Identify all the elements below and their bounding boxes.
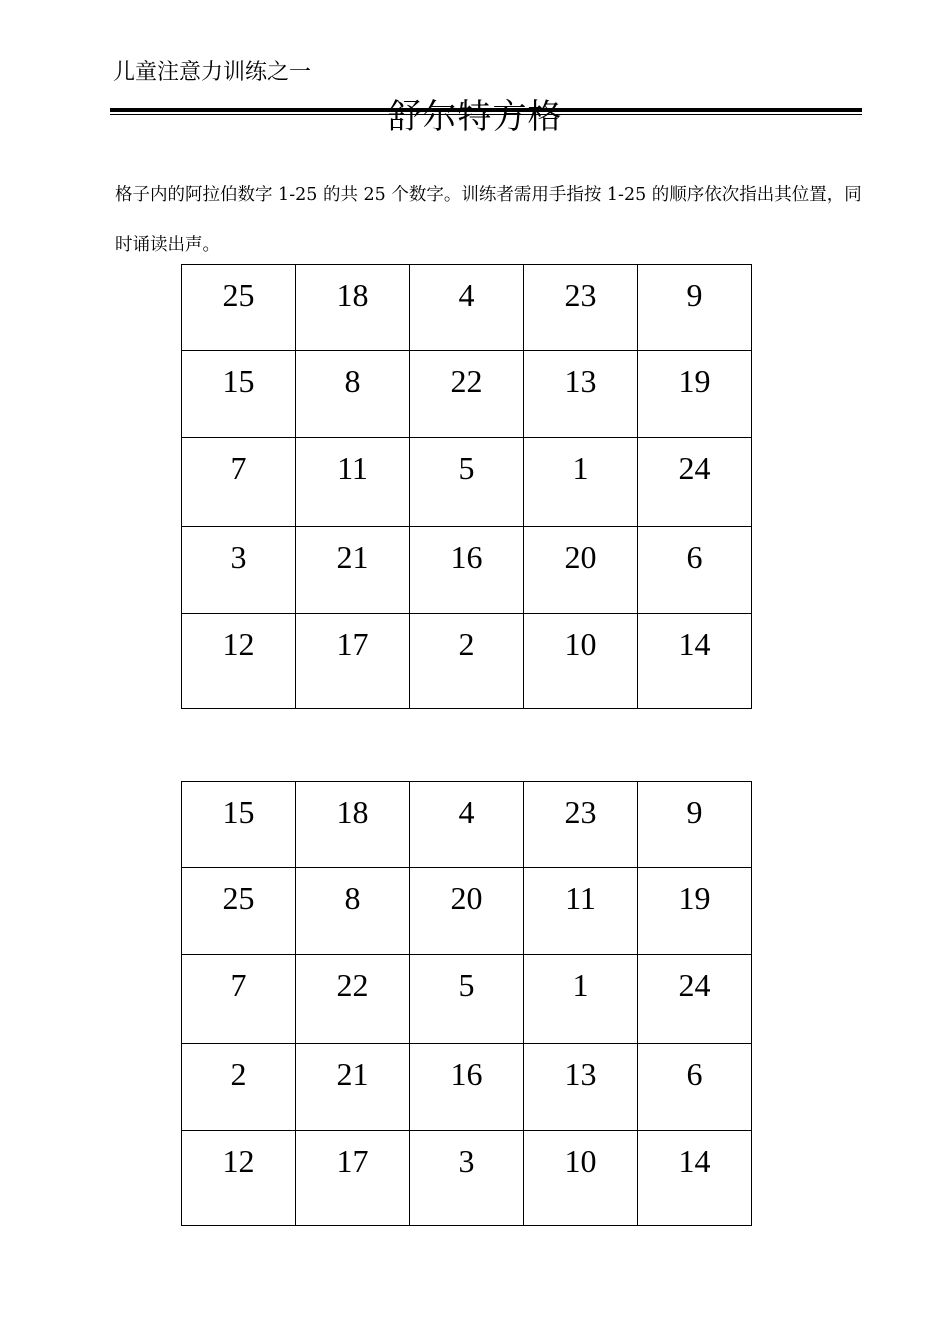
grid-cell-number: 24	[678, 967, 711, 1003]
grid-cell-number: 3	[458, 1143, 475, 1179]
grid-cell	[410, 868, 524, 955]
grid-cell-number: 9	[686, 277, 703, 313]
page-header: 儿童注意力训练之一	[113, 60, 312, 85]
grid-cell	[524, 265, 638, 351]
grid-cell-number: 22	[450, 363, 483, 399]
grid-cell-number: 5	[458, 450, 475, 486]
grid-cell-number: 1	[572, 450, 589, 486]
grid-cell	[296, 868, 410, 955]
grid-cell-number: 19	[678, 363, 711, 399]
grid-cell-number: 24	[678, 450, 711, 486]
grid-cell-number: 21	[336, 1056, 369, 1092]
grid-cell	[524, 1044, 638, 1131]
grid-cell-number: 4	[458, 277, 475, 313]
grid-cell-number: 8	[344, 363, 361, 399]
grid-cell	[638, 265, 752, 351]
grid-cell-number: 18	[336, 277, 369, 313]
grid-cell	[296, 527, 410, 614]
grid-cell-number: 10	[564, 626, 597, 662]
grid-cell	[182, 955, 296, 1044]
grid-cell	[410, 265, 524, 351]
grid-cell	[296, 782, 410, 868]
grid-cell-number: 20	[450, 880, 483, 916]
grid-cell	[410, 351, 524, 438]
grid-cell	[296, 438, 410, 527]
grid-cell	[296, 955, 410, 1044]
grid-cell	[638, 1131, 752, 1226]
grid-row	[182, 614, 752, 709]
grid-cell-number: 16	[450, 1056, 483, 1092]
grid-cell-number: 22	[336, 967, 369, 1003]
grid-cell	[524, 614, 638, 709]
grid-cell	[182, 782, 296, 868]
grid-cell	[410, 1131, 524, 1226]
grid-cell	[296, 351, 410, 438]
grid-cell	[524, 527, 638, 614]
grid-cell-number: 4	[458, 794, 475, 830]
grid-cell-number: 15	[222, 363, 255, 399]
grid-cell-number: 12	[222, 1143, 255, 1179]
grid-cell	[524, 1131, 638, 1226]
grid-cell	[638, 955, 752, 1044]
grid-cell	[638, 868, 752, 955]
grid-cell-number: 17	[336, 626, 369, 662]
grid-cell	[296, 265, 410, 351]
grid-cell	[524, 438, 638, 527]
grid-cell	[182, 1044, 296, 1131]
grid-cell	[410, 438, 524, 527]
grid-cell	[638, 782, 752, 868]
grid-cell	[410, 527, 524, 614]
grid-cell-number: 23	[564, 794, 597, 830]
grid-cell	[524, 782, 638, 868]
schulte-grid-2	[181, 781, 752, 1226]
grid-row	[182, 1044, 752, 1131]
grid-cell	[182, 351, 296, 438]
grid-cell	[410, 1044, 524, 1131]
grid-cell	[410, 782, 524, 868]
grid-cell	[524, 351, 638, 438]
grid-cell	[638, 351, 752, 438]
grid-cell-number: 14	[678, 626, 711, 662]
grid-cell-number: 19	[678, 880, 711, 916]
grid-cell-number: 12	[222, 626, 255, 662]
grid-row	[182, 1131, 752, 1226]
grid-cell-number: 6	[686, 539, 703, 575]
grid-cell-number: 10	[564, 1143, 597, 1179]
grid-cell-number: 25	[222, 880, 255, 916]
grid-cell-number: 7	[230, 450, 247, 486]
schulte-grid-1	[181, 264, 752, 709]
grid-row	[182, 527, 752, 614]
grid-row	[182, 351, 752, 438]
grid-cell-number: 23	[564, 277, 597, 313]
grid-cell	[182, 265, 296, 351]
grid-cell	[638, 527, 752, 614]
intro-paragraph: 格子内的阿拉伯数字 1-25 的共 25 个数字。训练者需用手指按 1-25 的顺序依次指出其位置，同时诵读出声。	[115, 185, 862, 255]
grid-cell-number: 6	[686, 1056, 703, 1092]
grid-cell-number: 16	[450, 539, 483, 575]
grid-row	[182, 955, 752, 1044]
grid-cell-number: 13	[564, 1056, 597, 1092]
grid-cell	[182, 527, 296, 614]
grid-cell-number: 14	[678, 1143, 711, 1179]
grid-cell	[182, 438, 296, 527]
grid-cell	[638, 614, 752, 709]
grid-cell-number: 18	[336, 794, 369, 830]
grid-cell-number: 3	[230, 539, 247, 575]
grid-cell	[638, 438, 752, 527]
grid-cell-number: 20	[564, 539, 597, 575]
page-title: 舒尔特方格	[387, 97, 563, 137]
grid-cell	[524, 955, 638, 1044]
grid-cell-number: 9	[686, 794, 703, 830]
grid-cell-number: 17	[336, 1143, 369, 1179]
grid-cell-number: 15	[222, 794, 255, 830]
grid-cell	[410, 614, 524, 709]
grid-cell	[182, 1131, 296, 1226]
grid-cell-number: 21	[336, 539, 369, 575]
grid-cell	[296, 614, 410, 709]
grid-cell	[296, 1131, 410, 1226]
grid-cell	[638, 1044, 752, 1131]
grid-cell-number: 13	[564, 363, 597, 399]
grid-cell-number: 7	[230, 967, 247, 1003]
grid-cell-number: 11	[565, 880, 596, 916]
grid-row	[182, 438, 752, 527]
grid-cell	[182, 614, 296, 709]
grid-cell	[296, 1044, 410, 1131]
grid-row	[182, 782, 752, 868]
grid-cell	[410, 955, 524, 1044]
grid-cell	[182, 868, 296, 955]
grid-cell-number: 1	[572, 967, 589, 1003]
grid-cell-number: 8	[344, 880, 361, 916]
grid-cell-number: 11	[337, 450, 368, 486]
grid-row	[182, 868, 752, 955]
grid-cell-number: 25	[222, 277, 255, 313]
grid-cell-number: 2	[458, 626, 475, 662]
grid-row	[182, 265, 752, 351]
grid-cell	[524, 868, 638, 955]
grid-cell-number: 5	[458, 967, 475, 1003]
grid-cell-number: 2	[230, 1056, 247, 1092]
